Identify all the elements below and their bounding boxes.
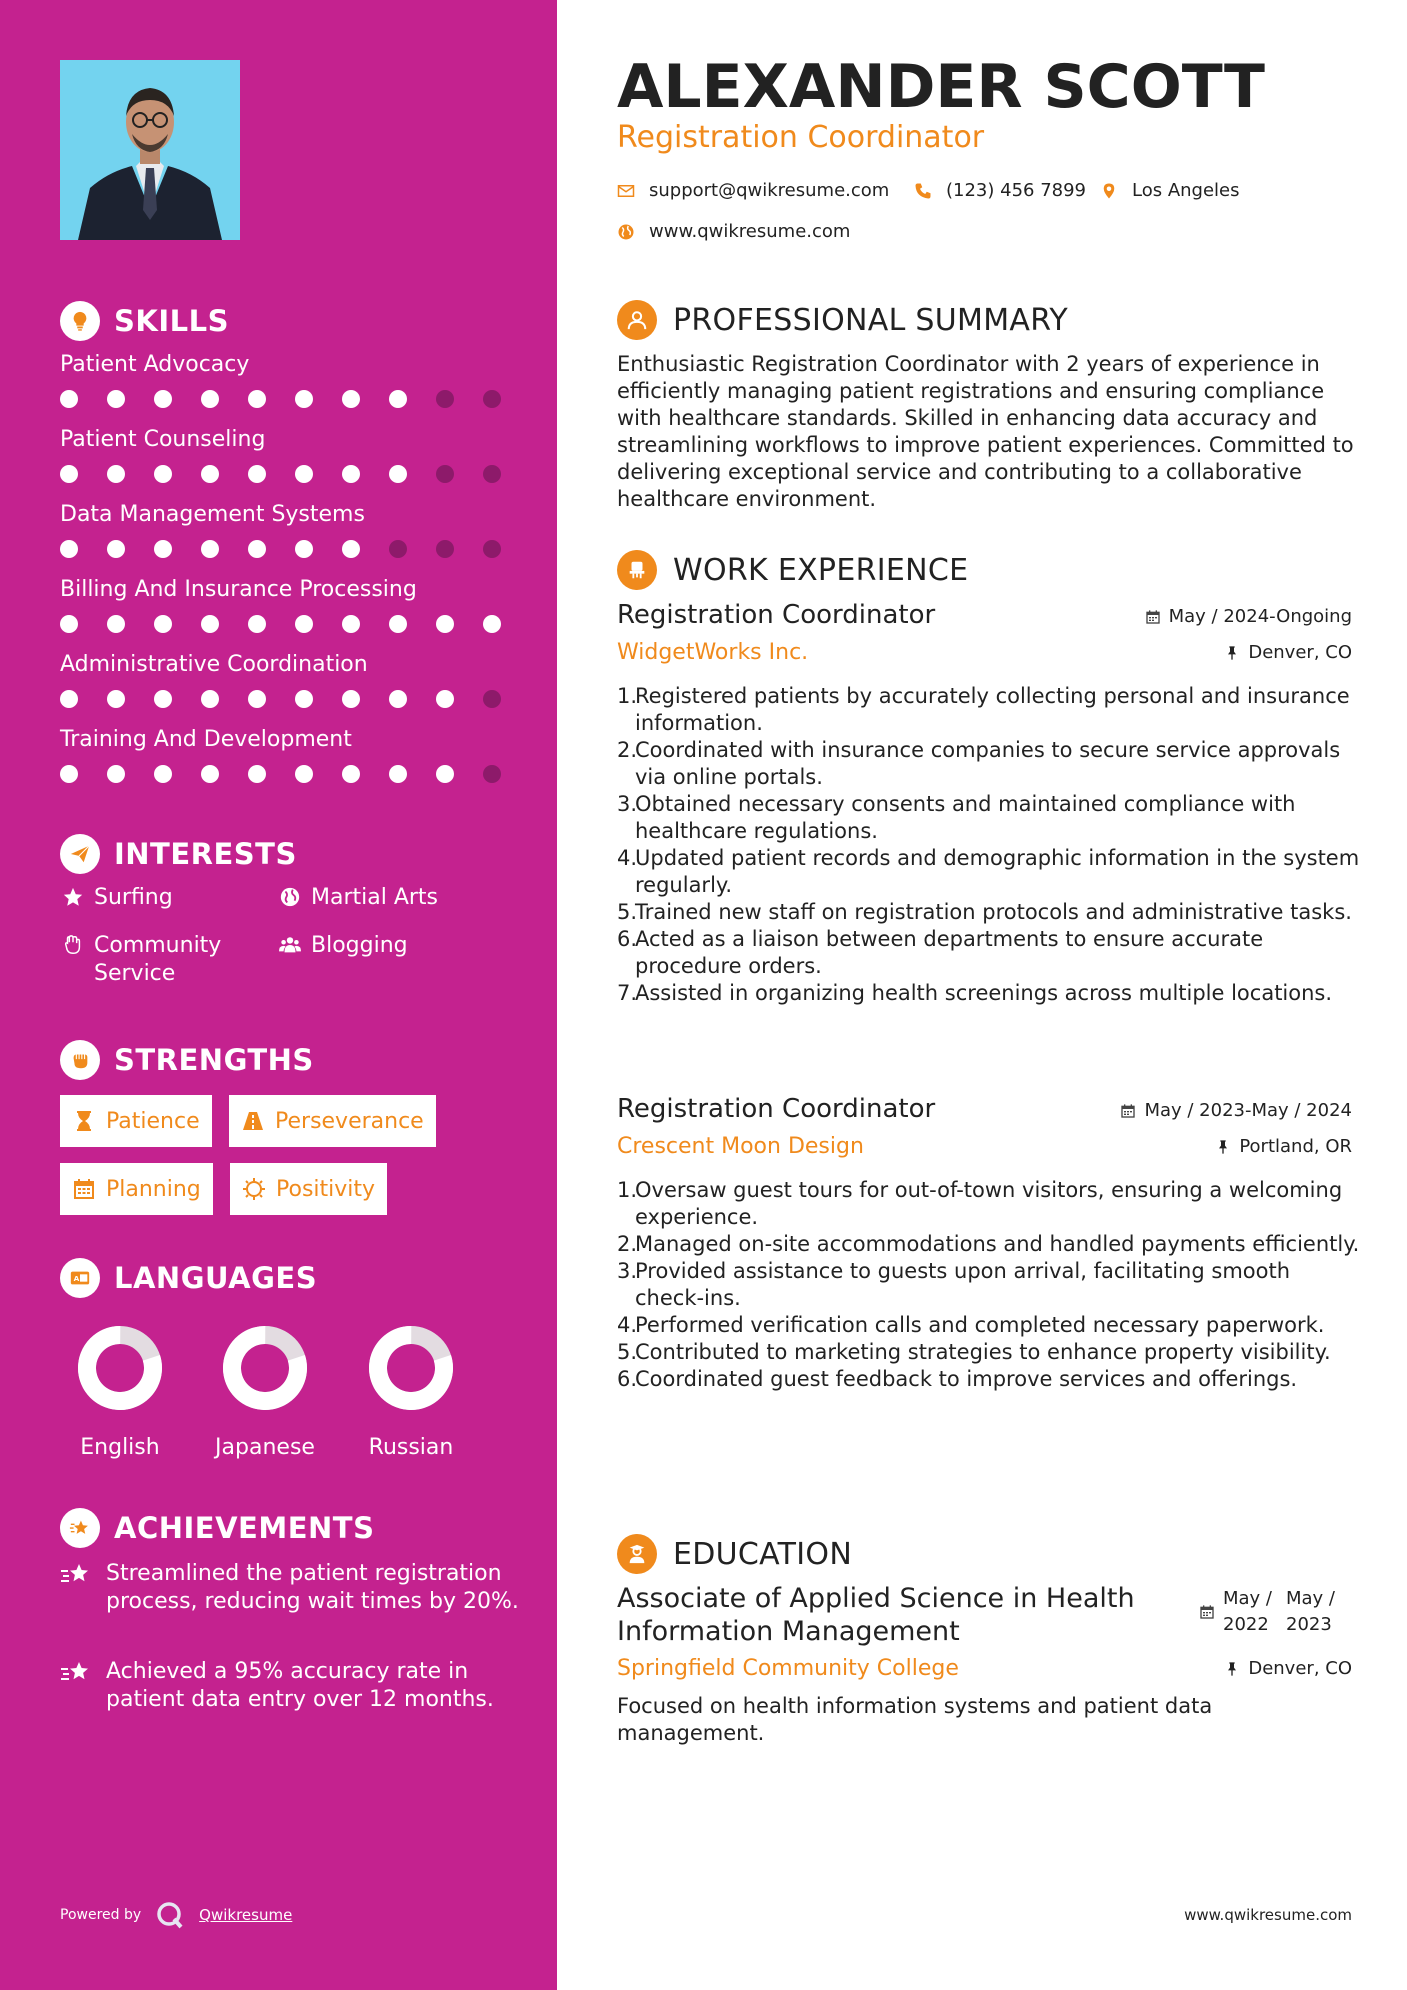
rating-dot-empty: [483, 690, 501, 708]
rating-dot-filled: [295, 615, 313, 633]
duty-number: 1.: [617, 1178, 638, 1202]
duty-item: [617, 1258, 1362, 1312]
job-date-text: May / 2023-May / 2024: [1144, 1100, 1352, 1121]
sun-icon: [242, 1177, 266, 1201]
strength-patience: [60, 1095, 212, 1147]
skill-name: Administrative Coordination: [60, 652, 368, 677]
job-company: Crescent Moon Design: [617, 1134, 864, 1159]
skill-name: Billing And Insurance Processing: [60, 577, 417, 602]
rating-dot-filled: [60, 390, 78, 408]
contact-phone[interactable]: [914, 180, 1086, 201]
rating-dot-empty: [483, 540, 501, 558]
users-icon: [277, 932, 303, 956]
skill-item: [60, 500, 500, 558]
achievement-item: [60, 1658, 520, 1714]
duty-item: [617, 1339, 1362, 1366]
strengths-heading: [60, 1040, 314, 1080]
skill-rating: [60, 690, 500, 708]
strength-positivity: [230, 1163, 387, 1215]
rating-dot-filled: [248, 540, 266, 558]
rating-dot-filled: [201, 765, 219, 783]
duty-item: [617, 1312, 1362, 1339]
skill-name: Data Management Systems: [60, 502, 365, 527]
language-level-ring: [222, 1325, 308, 1411]
user-icon: [617, 300, 657, 340]
duty-text: Managed on-site accommodations and handled payments efficiently.: [635, 1232, 1360, 1256]
rating-dot-filled: [436, 615, 454, 633]
rating-dot-filled: [154, 540, 172, 558]
experience-title: WORK EXPERIENCE: [673, 552, 969, 588]
hourglass-icon: [72, 1109, 96, 1133]
language-item: [341, 1325, 481, 1460]
interest-label: Martial Arts: [311, 885, 439, 910]
language-level-ring: [77, 1325, 163, 1411]
job-header: [617, 1094, 1352, 1159]
job-role: Registration Coordinator: [617, 600, 936, 630]
rating-dot-filled: [107, 390, 125, 408]
qwikresume-link[interactable]: Qwikresume: [199, 1906, 293, 1924]
trophy-star-icon: [60, 1508, 100, 1548]
map-pin-icon: [1100, 182, 1118, 200]
email-text: support@qwikresume.com: [649, 180, 890, 201]
svg-text:A: A: [73, 1273, 80, 1283]
duty-item: [617, 980, 1362, 1007]
education-description: Focused on health information systems and patient data management.: [617, 1694, 1213, 1745]
rating-dot-filled: [295, 465, 313, 483]
skills-heading: [60, 301, 229, 341]
duty-text: Coordinated with insurance companies to secure service approvals via online portals.: [635, 738, 1341, 789]
interest-label: Blogging: [311, 933, 408, 958]
calendar-icon: [72, 1177, 96, 1201]
languages-heading: [60, 1258, 317, 1298]
job-duties: [617, 1177, 1362, 1393]
duty-text: Acted as a liaison between departments to ensure accurate procedure orders.: [635, 927, 1264, 978]
globe-icon: [277, 884, 303, 908]
skill-item: [60, 650, 500, 708]
skill-rating: [60, 390, 500, 408]
education-location: [1224, 1658, 1352, 1679]
strength-label: Patience: [106, 1108, 200, 1134]
sidebar: [0, 0, 557, 1990]
rating-dot-filled: [60, 465, 78, 483]
duty-item: [617, 899, 1362, 926]
rating-dot-filled: [60, 615, 78, 633]
powered-by-label: Powered by: [60, 1907, 142, 1923]
rating-dot-empty: [436, 540, 454, 558]
globe-icon: [617, 223, 635, 241]
duty-item: [617, 683, 1362, 737]
contact-website[interactable]: [617, 221, 850, 242]
duty-text: Provided assistance to guests upon arrival, facilitating smooth check-ins.: [635, 1259, 1291, 1310]
rating-dot-filled: [436, 765, 454, 783]
languages-title: LANGUAGES: [114, 1261, 318, 1295]
paper-plane-icon: [60, 834, 100, 874]
rating-dot-filled: [154, 615, 172, 633]
rating-dot-filled: [154, 765, 172, 783]
rating-dot-filled: [342, 540, 360, 558]
rating-dot-filled: [342, 765, 360, 783]
candidate-name: ALEXANDER SCOTT: [617, 52, 1265, 122]
duty-number: 4.: [617, 846, 638, 870]
duty-number: 7.: [617, 981, 638, 1005]
education-start-month: May /: [1223, 1588, 1272, 1609]
rating-dot-filled: [342, 690, 360, 708]
website-text: www.qwikresume.com: [649, 221, 851, 242]
rating-dot-filled: [342, 390, 360, 408]
duty-number: 5.: [617, 1340, 638, 1364]
duty-number: 2.: [617, 1232, 638, 1256]
rating-dot-filled: [201, 390, 219, 408]
education-title: EDUCATION: [673, 1536, 853, 1572]
rating-dot-filled: [107, 465, 125, 483]
phone-icon: [914, 182, 932, 200]
duty-text: Coordinated guest feedback to improve services and offerings.: [635, 1367, 1298, 1391]
achievement-text: Streamlined the patient registration process, reducing wait times by 20%.: [106, 1561, 519, 1614]
skill-name: Patient Advocacy: [60, 352, 250, 377]
education-start: [1223, 1586, 1272, 1638]
main-content: [557, 0, 1407, 1990]
rating-dot-filled: [60, 540, 78, 558]
location-text: Los Angeles: [1132, 180, 1240, 201]
duty-number: 1.: [617, 684, 638, 708]
rating-dot-empty: [483, 765, 501, 783]
calendar-icon: [1145, 609, 1161, 625]
job-role: Registration Coordinator: [617, 1094, 936, 1124]
briefcase-chair-icon: [617, 550, 657, 590]
skill-rating: [60, 465, 500, 483]
duty-number: 5.: [617, 900, 638, 924]
interest-martial-arts: [277, 884, 438, 912]
rating-dot-filled: [248, 465, 266, 483]
achievement-item: [60, 1560, 520, 1616]
skills-title: SKILLS: [114, 304, 229, 338]
job-duties: [617, 683, 1362, 1007]
lightbulb-icon: [60, 301, 100, 341]
job-date-text: May / 2024-Ongoing: [1168, 606, 1352, 627]
skill-rating: [60, 765, 500, 783]
job-date: [1120, 1100, 1352, 1121]
rating-dot-filled: [154, 690, 172, 708]
road-icon: [241, 1109, 265, 1133]
achievement-text: Achieved a 95% accuracy rate in patient data entry over 12 months.: [106, 1659, 494, 1712]
duty-item: [617, 737, 1362, 791]
duty-number: 4.: [617, 1313, 638, 1337]
job-location: [1215, 1136, 1352, 1157]
pushpin-icon: [1215, 1139, 1231, 1155]
duty-text: Registered patients by accurately collecting personal and insurance information.: [635, 684, 1350, 735]
rating-dot-empty: [483, 390, 501, 408]
duty-text: Trained new staff on registration protocols and administrative tasks.: [635, 900, 1352, 924]
duty-text: Assisted in organizing health screenings across multiple locations.: [635, 981, 1333, 1005]
job-location-text: Portland, OR: [1239, 1136, 1352, 1157]
skill-item: [60, 350, 500, 408]
education-degree: Associate of Applied Science in Health Information Management: [617, 1583, 1135, 1647]
education-location-text: Denver, CO: [1248, 1658, 1352, 1679]
skill-item: [60, 575, 500, 633]
rating-dot-filled: [389, 615, 407, 633]
contact-location: [1100, 180, 1240, 201]
skill-item: [60, 425, 500, 483]
rating-dot-filled: [389, 765, 407, 783]
rating-dot-filled: [295, 390, 313, 408]
duty-number: 6.: [617, 927, 638, 951]
rating-dot-filled: [248, 615, 266, 633]
job-header: [617, 600, 1352, 665]
language-name: Russian: [368, 1435, 454, 1460]
rating-dot-filled: [107, 765, 125, 783]
rating-dot-filled: [389, 390, 407, 408]
contact-email[interactable]: [617, 180, 889, 201]
language-item: [50, 1325, 190, 1460]
job-date: [1145, 606, 1352, 627]
strength-label: Perseverance: [275, 1108, 424, 1134]
interest-community-service: [60, 932, 260, 988]
rating-dot-filled: [60, 690, 78, 708]
education-school: Springfield Community College: [617, 1656, 959, 1681]
language-name: Japanese: [215, 1435, 315, 1460]
duty-item: [617, 1231, 1362, 1258]
experience-heading: [617, 550, 968, 590]
rating-dot-filled: [295, 690, 313, 708]
duty-text: Obtained necessary consents and maintained compliance with healthcare regulations.: [635, 792, 1296, 843]
job-company: WidgetWorks Inc.: [617, 640, 809, 665]
interests-title: INTERESTS: [114, 837, 297, 871]
interest-label: Surfing: [94, 885, 173, 910]
education-date: [1199, 1586, 1349, 1638]
shooting-star-icon: [60, 1560, 94, 1616]
rating-dot-filled: [483, 615, 501, 633]
rating-dot-filled: [154, 390, 172, 408]
education-end-year: 2023: [1286, 1614, 1332, 1635]
phone-text: (123) 456 7899: [946, 180, 1087, 201]
education-end: [1286, 1586, 1335, 1638]
rating-dot-filled: [201, 465, 219, 483]
summary-title: PROFESSIONAL SUMMARY: [673, 302, 1069, 338]
skill-name: Patient Counseling: [60, 427, 266, 452]
strength-planning: [60, 1163, 213, 1215]
duty-item: [617, 1366, 1362, 1393]
rating-dot-filled: [389, 690, 407, 708]
language-item: [195, 1325, 335, 1460]
qwikresume-logo: [155, 1900, 185, 1930]
strength-perseverance: [229, 1095, 436, 1147]
duty-number: 3.: [617, 792, 638, 816]
rating-dot-filled: [248, 390, 266, 408]
rating-dot-filled: [248, 690, 266, 708]
achievements-heading: [60, 1508, 374, 1548]
duty-number: 6.: [617, 1367, 638, 1391]
duty-text: Updated patient records and demographic information in the system regularly.: [635, 846, 1360, 897]
job-location-text: Denver, CO: [1248, 642, 1352, 663]
skill-rating: [60, 540, 500, 558]
rating-dot-filled: [436, 690, 454, 708]
rating-dot-filled: [107, 690, 125, 708]
calendar-icon: [1120, 1103, 1136, 1119]
duty-text: Performed verification calls and completed necessary paperwork.: [635, 1313, 1325, 1337]
duty-text: Contributed to marketing strategies to enhance property visibility.: [635, 1340, 1331, 1364]
duty-item: [617, 926, 1362, 980]
language-icon: [60, 1258, 100, 1298]
job-location: [1224, 642, 1352, 663]
envelope-icon: [617, 182, 635, 200]
candidate-title: Registration Coordinator: [617, 120, 985, 155]
star-icon: [60, 884, 86, 908]
duty-number: 2.: [617, 738, 638, 762]
duty-item: [617, 845, 1362, 899]
education-start-year: 2022: [1223, 1614, 1269, 1635]
powered-by: [60, 1900, 292, 1930]
rating-dot-empty: [436, 465, 454, 483]
strength-label: Positivity: [276, 1176, 376, 1202]
rating-dot-filled: [154, 465, 172, 483]
rating-dot-empty: [389, 540, 407, 558]
education-end-month: May /: [1286, 1588, 1335, 1609]
skill-item: [60, 725, 500, 783]
pushpin-icon: [1224, 1661, 1240, 1677]
rating-dot-filled: [107, 540, 125, 558]
interest-blogging: [277, 932, 408, 960]
fist-icon: [60, 1040, 100, 1080]
rating-dot-filled: [295, 540, 313, 558]
rating-dot-filled: [342, 615, 360, 633]
rating-dot-filled: [248, 765, 266, 783]
calendar-icon: [1199, 1604, 1215, 1620]
rating-dot-filled: [201, 540, 219, 558]
profile-photo: [60, 60, 240, 240]
rating-dot-empty: [483, 465, 501, 483]
strengths-title: STRENGTHS: [114, 1043, 314, 1077]
interest-surfing: [60, 884, 173, 912]
duty-text: Oversaw guest tours for out-of-town visitors, ensuring a welcoming experience.: [635, 1178, 1343, 1229]
strength-label: Planning: [106, 1176, 201, 1202]
footer-website[interactable]: www.qwikresume.com: [1184, 1906, 1352, 1924]
rating-dot-filled: [201, 690, 219, 708]
duty-number: 3.: [617, 1259, 638, 1283]
rating-dot-filled: [60, 765, 78, 783]
duty-item: [617, 1177, 1362, 1231]
skill-rating: [60, 615, 500, 633]
rating-dot-filled: [342, 465, 360, 483]
graduate-icon: [617, 1534, 657, 1574]
shooting-star-icon: [60, 1658, 94, 1714]
language-name: English: [80, 1435, 160, 1460]
education-heading: [617, 1534, 852, 1574]
summary-heading: [617, 300, 1068, 340]
rating-dot-empty: [436, 390, 454, 408]
rating-dot-filled: [107, 615, 125, 633]
rating-dot-filled: [295, 765, 313, 783]
duty-item: [617, 791, 1362, 845]
rating-dot-filled: [201, 615, 219, 633]
interest-label: Community Service: [94, 933, 222, 986]
pushpin-icon: [1224, 645, 1240, 661]
interests-heading: [60, 834, 297, 874]
achievements-title: ACHIEVEMENTS: [114, 1511, 375, 1545]
summary-text: Enthusiastic Registration Coordinator with 2 years of experience in efficiently managing patient registrations and ensuring compliance with healthcare standards. Skilled in enhancing data accuracy and streamlining workflows to improve patient experiences. Committed to delivering exceptional service and contributing to a collaborative healthcare environment.: [617, 352, 1354, 511]
language-level-ring: [368, 1325, 454, 1411]
rating-dot-filled: [389, 465, 407, 483]
hand-icon: [60, 932, 86, 956]
skill-name: Training And Development: [60, 727, 352, 752]
